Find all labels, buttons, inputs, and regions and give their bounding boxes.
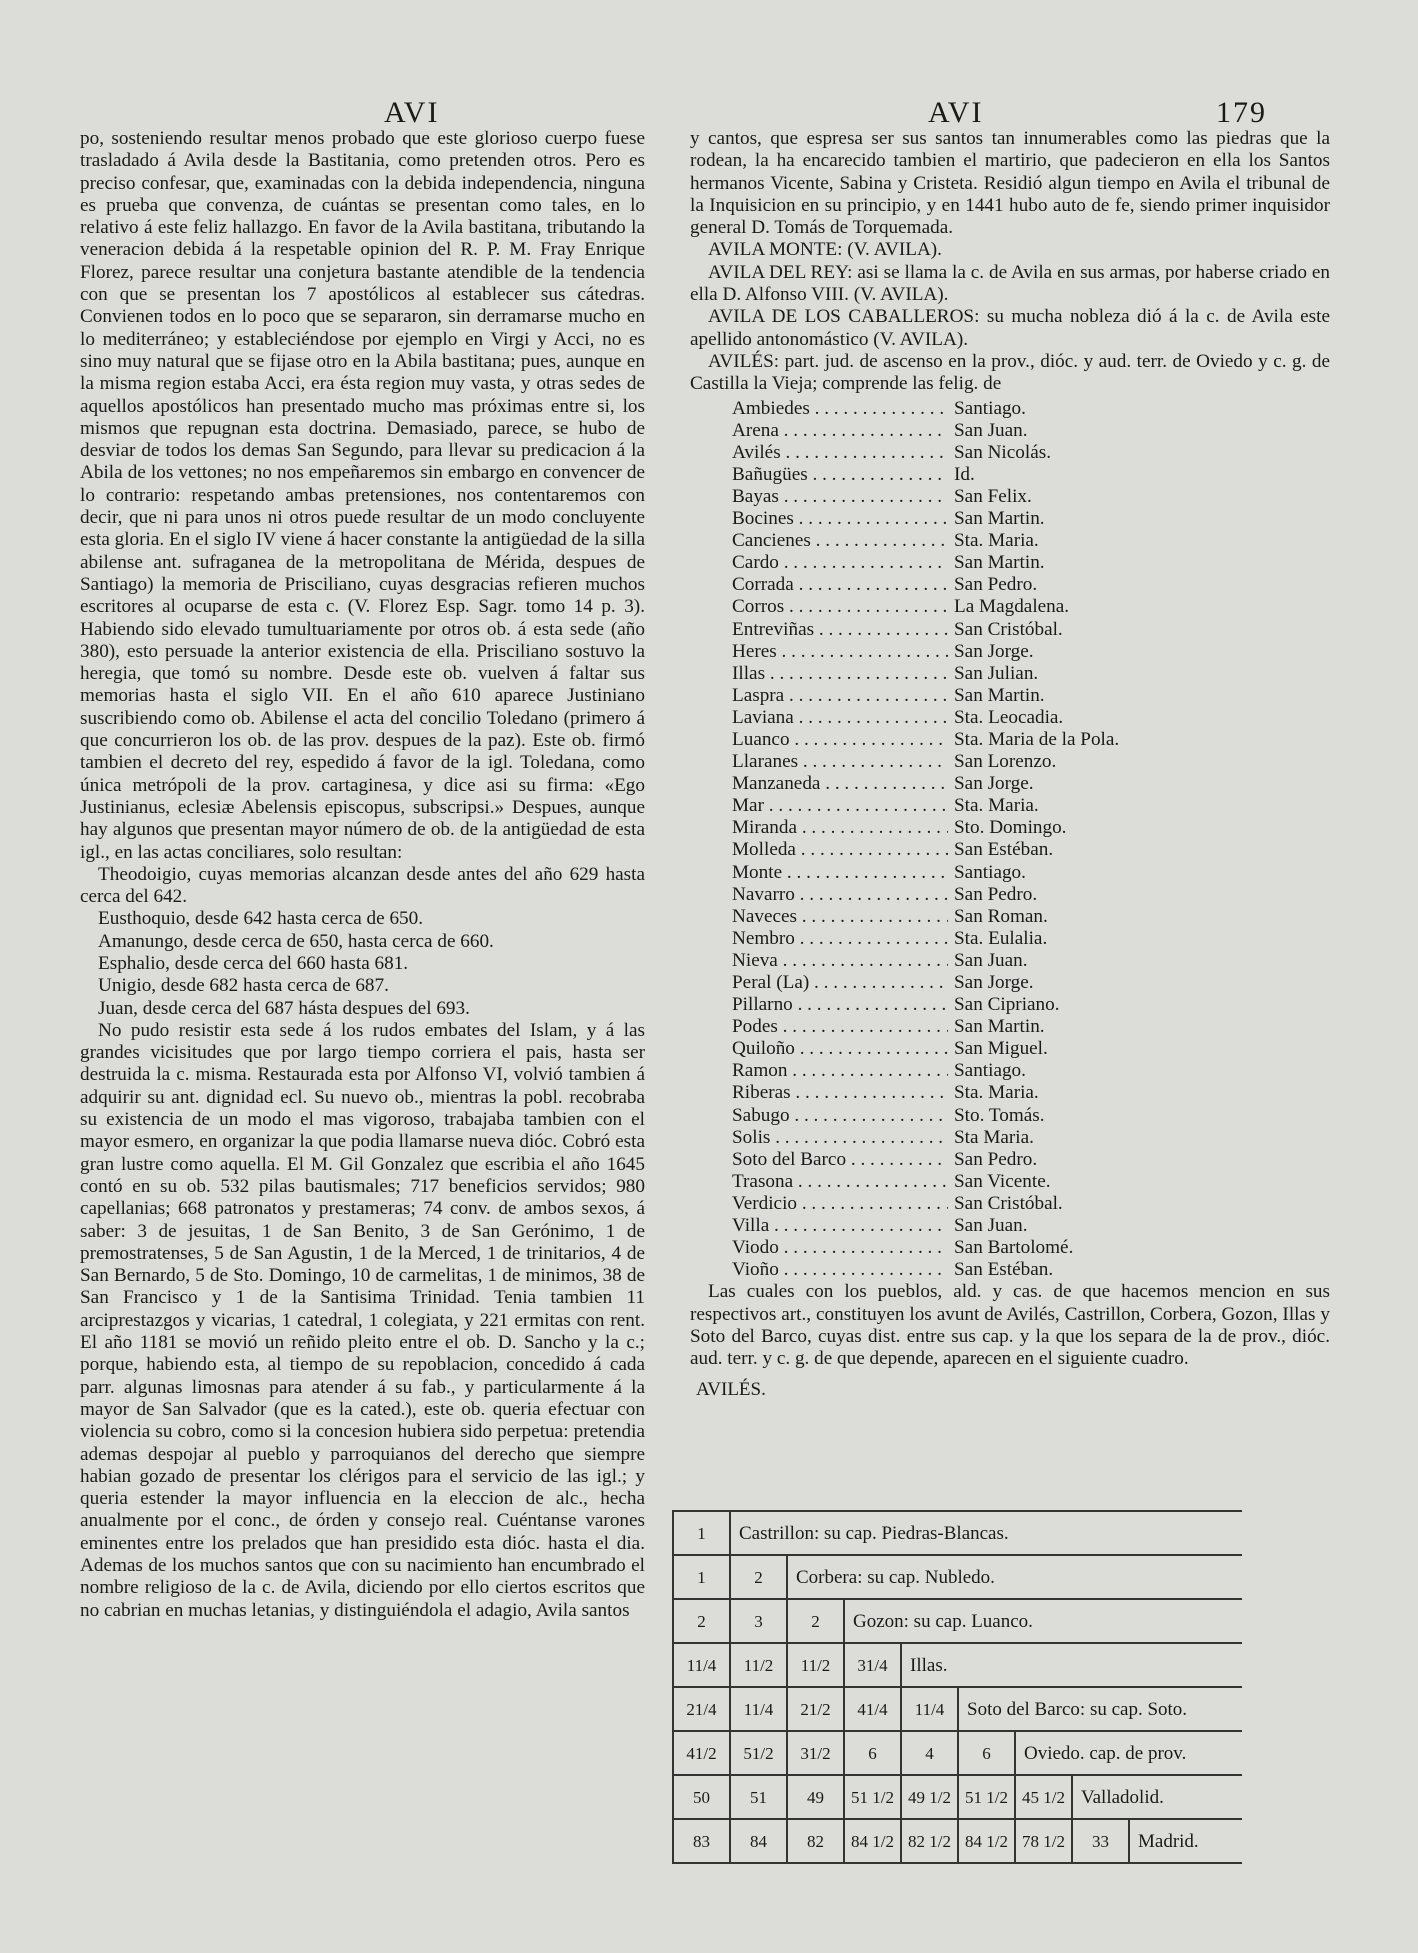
village-name: Ramon . . . [690,1060,948,1082]
village-parish: Sta. Eulalia. [954,927,1048,949]
table-bottom-rule [672,1862,1242,1864]
village-row [690,1105,1330,1127]
distance-cell: 6 [843,1730,900,1774]
distance-cell: 51/2 [729,1730,786,1774]
right-column [690,128,1330,1401]
village-row [690,1149,1330,1171]
village-row [690,773,1330,795]
village-parish: Sta. Maria. [954,530,1039,552]
village-name: Laspra . . . [690,685,948,707]
distance-cell: 3 [729,1598,786,1642]
village-parish: Sto. Domingo. [954,817,1067,839]
village-row [690,486,1330,508]
village-row [690,619,1330,641]
distance-cell: 11/2 [786,1642,843,1686]
village-name: Navarro . . . [690,884,948,906]
village-list [690,398,1330,1282]
right-paragraph-1: y cantos, que espresa ser sus santos tan innumerables como las piedras que la rodean, la ha encarecido tambien el martirio, que padecieron en ella los Santos hermanos Vicente, Sabina y Cristeta. Residió algun tiempo en Avila el tribunal de la Inquisicion en su principio, y en 1441 hubo auto de fe, siendo primer inquisidor general D. Tomás de Torquemada. [690,128,1330,239]
entry-aviles: AVILÉS: part. jud. de ascenso en la prov., dióc. y aud. terr. de Oviedo y c. g. de Castilla la Vieja; comprende las felig. de [690,350,1330,395]
village-row [690,1215,1330,1237]
village-parish: San Juan. [954,419,1028,441]
village-row [690,839,1330,861]
distance-cell: 51 1/2 [843,1774,900,1818]
village-row [690,972,1330,994]
village-name: Cancienes . . . [690,530,948,552]
distance-cell: 2 [729,1554,786,1598]
village-parish: San Juan. [954,949,1028,971]
village-name: Bayas . . . [690,486,948,508]
village-parish: San Vicente. [954,1170,1051,1192]
village-name: Monte . . . [690,862,948,884]
entry-avila-monte: AVILA MONTE: (V. AVILA). [708,239,942,261]
distance-cell: 11/4 [729,1686,786,1730]
left-paragraph-2: No pudo resistir esta sede á los rudos embates del Islam, y á las grandes vicisitudes que por largo tiempo corriera el pais, hasta ser destruida la c. misma. Restaurada esta por Alfonso VI, volvió tambien á adquirir su ant. dignidad ecl. Su nuevo ob., mientras la pobl. recobraba su existencia de un modo el mas vigoroso, trabajaba tambien con el mayor esmero, en organizar la que podia llamarse nueva dióc. Cobró esta gran lustre como aquella. El M. Gil Gonzalez que escribia el año 1645 contó en su ob. 532 pilas bautismales; 717 beneficios servidos; 980 capellanias; 668 patronatos y prestameras; 74 conv. de ambos sexos, á saber: 3 de jesuitas, 1 de San Benito, 3 de San Gerónimo, 1 de premostratenses, 5 de San Agustin, 1 de la Merced, 1 de trinitarios, 4 de San Bernardo, 5 de Sto. Domingo, 10 de carmelitas, 1 de minimos, 38 de San Francisco y 1 de la Santisima Trinidad. Tenia tambien 11 arciprestazgos y vicarias, 1 catedral, 1 colegiata, y 221 ermitas con rent. El año 1181 se movió un reñido pleito entre el ob. D. Sancho y la c.; porque, habiendo esta, al tiempo de su repoblacion, concedido á cada parr. algunas limosnas para atender á su fab., y particularmente á la mayor de San Salvador (que es la cated.), este ob. queria efectuar con violencia su cobro, como si la concesion hubiera sido perpetua: pretendia ademas despojar al pueblo y parroquianos del derecho que siempre habian gozado de presentar los clérigos para el servicio de las igl.; y queria estender la mayor influencia en la eleccion de alc., hecha anualmente por el conc., de órden y consejo real. Cuéntanse varones eminentes entre los prelados que han presidido esta dióc. hasta el dia. Ademas de los muchos santos que con su nacimiento han encumbrado el nombre religioso de la c. de Avila, diciendo por ello ciertos escritos que no cabrian en muchas letanias, y distinguiéndola el adagio, Avila santos [80,1019,645,1621]
village-row [690,729,1330,751]
village-name: Viodo . . . [690,1237,948,1259]
village-parish: Id. [954,463,975,485]
village-name: Bocines . . . [690,508,948,530]
village-row [690,817,1330,839]
bishop-entry: Theodoigio, cuyas memorias alcanzan desde antes del año 629 hasta cerca del 642. [80,863,645,908]
village-name: Podes . . . [690,1016,948,1038]
village-name: Peral (La) . . . [690,972,948,994]
distance-cell: 51 1/2 [957,1774,1014,1818]
distance-cell: 11/4 [672,1642,729,1686]
village-row [690,420,1330,442]
distance-cell: 49 1/2 [900,1774,957,1818]
village-parish: Sta Maria. [954,1126,1034,1148]
distance-cell: 2 [786,1598,843,1642]
distance-cell: 11/4 [900,1686,957,1730]
village-row [690,508,1330,530]
village-name: Bañugües . . . [690,464,948,486]
village-row [690,1259,1330,1281]
left-column [80,128,645,1622]
village-name: Mar . . . [690,795,948,817]
village-parish: Santiago. [954,397,1026,419]
distance-cell: 21/4 [672,1686,729,1730]
village-parish: San Martin. [954,508,1045,530]
village-row [690,862,1330,884]
village-parish: San Estéban. [954,1259,1054,1281]
village-name: Solis . . . [690,1127,948,1149]
distance-cell: 84 [729,1818,786,1862]
village-name: Sabugo . . . [690,1105,948,1127]
village-name: Corrada . . . [690,574,948,596]
village-parish: San Pedro. [954,1148,1038,1170]
village-row [690,574,1330,596]
distance-cell: 82 1/2 [900,1818,957,1862]
distance-table-title: AVILÉS. [696,1378,766,1400]
village-name: Corros . . . [690,596,948,618]
entry-avila-de-los-caballeros: AVILA DE LOS CABALLEROS: su mucha nobleza dió á la c. de Avila este apellido antonomástico (V. AVILA). [690,306,1330,350]
village-row [690,994,1330,1016]
distance-row-label: Oviedo. cap. de prov. [1014,1730,1242,1774]
distance-cell: 33 [1071,1818,1128,1862]
village-row [690,1082,1330,1104]
village-parish: San Cristóbal. [954,618,1063,640]
village-name: Naveces . . . [690,906,948,928]
village-row [690,1060,1330,1082]
entry-avila-del-rey: AVILA DEL REY: asi se llama la c. de Avila en sus armas, por haberse criado en ella D. Alfonso VIII. (V. AVILA). [690,261,1330,306]
village-row [690,530,1330,552]
village-parish: San Estéban. [954,839,1054,861]
village-name: Avilés . . . [690,442,948,464]
bishop-entry: Juan, desde cerca del 687 hásta despues del 693. [98,997,470,1019]
village-row [690,685,1330,707]
village-name: Miranda . . . [690,817,948,839]
distance-cell: 21/2 [786,1686,843,1730]
village-parish: Sto. Tomás. [954,1104,1045,1126]
village-name: Entreviñas . . . [690,619,948,641]
page-number: 179 [1216,96,1267,129]
bishop-entry: Eusthoquio, desde 642 hasta cerca de 650. [98,908,424,930]
village-parish: Santiago. [954,861,1026,883]
village-parish: San Julian. [954,662,1039,684]
distance-row-label: Castrillon: su cap. Piedras-Blancas. [729,1510,1242,1554]
village-parish: San Martin. [954,1016,1045,1038]
left-paragraph-1: po, sosteniendo resultar menos probado que este glorioso cuerpo fuese trasladado á Avila desde la Bastitania, como pretenden otros. Pero es preciso confesar, que, examinadas con la debida independencia, ninguna es prueba que convenza, de cuántas se presentan como tales, en lo relativo á este feliz hallazgo. En favor de la Avila bastitana, tributando la veneracion debida á la respetable opinion del R. P. M. Fray Enrique Florez, parece resultar una conjetura bastante atendible de la tendencia con que se presentan los 7 apostólicos al establecer sus cátedras. Convienen todos en lo poco que se separaron, sin derramarse mucho en lo mediterráneo; y estableciéndose por ejemplo en Virgi y Acci, no es sino muy natural que se fijase otro en la Abila bastitana; pues, aunque en la misma region estaba Acci, era ésta region muy vasta, y otras sedes de aquellos apostólicos han presentado mucho mas próximas entre si, los mismos que repugnan esta doctrina. Demasiado, parece, se hubo de desviar de todos los demas San Segundo, para llevar su predicacion á la Abila de los vettones; no nos empeñaremos sin embargo en convencer de lo contrario: respetando ambas pretensiones, nos contentaremos con decir, que ni para unos ni otros puede resultar de un modo concluyente esta gloria. En el siglo IV viene á hacer constante la antigüedad de la silla abilense ant. sufraganea de la metropolitana de Mérida, despues de Santiago) la memoria de Prisciliano, cuyas desgracias refieren muchos escritores al ocuparse de esta c. (V. Florez Esp. Sagr. tomo 14 p. 3). Habiendo sido elevado tumultuariamente por otros ob. á esta sede (año 380), esto persuade la anterior existencia de ella. Prisciliano sostuvo la heregia, que tomó su nombre. Desde este ob. vuelven á faltar sus memorias hasta el siglo VII. En el año 610 aparece Justiniano suscribiendo como ob. Abilense el acta del concilio Toledano (primero á que concurrieron los ob. de las prov. despues de la paz). Este ob. firmó tambien el decreto del rey, espedido á favor de la igl. Toledana, como única metrópoli de la prov. cartaginesa, y dice asi su firma: «Ego Justinianus, eclesiæ Abelensis episcopus, subscripsi.» Despues, aunque hay algunos que presentan mayor número de ob. de la antigüedad de esta igl., en las actas conciliares, solo resultan: [80,128,645,863]
distance-cell: 78 1/2 [1014,1818,1071,1862]
bishop-entry: Unigio, desde 682 hasta cerca de 687. [98,975,389,997]
village-row [690,641,1330,663]
distance-cell: 11/2 [729,1642,786,1686]
village-row [690,1127,1330,1149]
distance-cell: 31/4 [843,1642,900,1686]
village-name: Verdicio . . . [690,1193,948,1215]
village-name: Pillarno . . . [690,994,948,1016]
village-parish: San Felix. [954,485,1032,507]
village-row [690,1171,1330,1193]
village-parish: La Magdalena. [954,596,1070,618]
bishop-entry: Amanungo, desde cerca de 650, hasta cerca de 660. [98,930,494,952]
village-row [690,950,1330,972]
distance-cell: 4 [900,1730,957,1774]
village-parish: San Miguel. [954,1038,1048,1060]
distance-row-label: Corbera: su cap. Nubledo. [786,1554,1242,1598]
village-parish: San Pedro. [954,574,1038,596]
village-parish: Sta. Maria de la Pola. [954,728,1120,750]
village-row [690,795,1330,817]
village-parish: San Pedro. [954,883,1038,905]
village-row [690,928,1330,950]
distance-cell: 82 [786,1818,843,1862]
village-name: Manzaneda . . . [690,773,948,795]
village-parish: San Cristóbal. [954,1192,1063,1214]
village-parish: San Jorge. [954,972,1034,993]
village-parish: San Roman. [954,905,1048,927]
village-name: Arena . . . [690,420,948,442]
village-parish: Sta. Maria. [954,1082,1039,1104]
distance-row-label: Illas. [900,1642,1242,1686]
village-name: Quiloño . . . [690,1038,948,1060]
distance-cell: 49 [786,1774,843,1818]
village-row [690,1016,1330,1038]
distance-cell: 2 [672,1598,729,1642]
village-row [690,1193,1330,1215]
distance-cell: 1 [672,1510,729,1554]
village-parish: San Juan. [954,1215,1028,1237]
village-name: Laviana . . . [690,707,948,729]
distance-cell: 41/2 [672,1730,729,1774]
village-name: Luanco . . . [690,729,948,751]
village-name: Nembro . . . [690,928,948,950]
right-paragraph-2: Las cuales con los pueblos, ald. y cas. de que hacemos mencion en sus respectivos art., constituyen los avunt de Avilés, Castrillon, Corbera, Gozon, Illas y Soto del Barco, cuyas dist. entre sus cap. y la que los separa de la de prov., dióc. aud. terr. y c. g. de que depende, aparecen en el siguiente cuadro. [690,1281,1330,1370]
village-row [690,398,1330,420]
village-parish: San Jorge. [954,773,1034,795]
village-parish: Sta. Leocadia. [954,706,1064,728]
village-name: Vioño . . . [690,1259,948,1281]
village-parish: San Cipriano. [954,994,1060,1016]
village-name: Cardo . . . [690,552,948,574]
village-name: Riberas . . . [690,1082,948,1104]
running-head-right: AVI [928,96,984,129]
distance-cell: 31/2 [786,1730,843,1774]
distance-cell: 6 [957,1730,1014,1774]
distance-cell: 50 [672,1774,729,1818]
running-head-left: AVI [384,96,440,129]
distance-cell: 84 1/2 [843,1818,900,1862]
distance-cell: 45 1/2 [1014,1774,1071,1818]
village-parish: San Lorenzo. [954,751,1057,773]
village-parish: Santiago. [954,1060,1026,1082]
village-row [690,663,1330,685]
distance-cell: 41/4 [843,1686,900,1730]
village-row [690,884,1330,906]
distance-row-label: Madrid. [1128,1818,1242,1862]
village-name: Trasona . . . [690,1171,948,1193]
village-name: Illas . . . [690,663,948,685]
village-parish: San Nicolás. [954,441,1051,463]
village-name: Molleda . . . [690,839,948,861]
village-parish: San Martin. [954,684,1045,706]
distance-row-label: Gozon: su cap. Luanco. [843,1598,1242,1642]
village-row [690,552,1330,574]
village-name: Heres . . . [690,641,948,663]
distance-cell: 84 1/2 [957,1818,1014,1862]
distance-row-label: Valladolid. [1071,1774,1242,1818]
village-row [690,1237,1330,1259]
village-name: Llaranes . . . [690,751,948,773]
village-name: Villa . . . [690,1215,948,1237]
village-row [690,751,1330,773]
distance-row-label: Soto del Barco: su cap. Soto. [957,1686,1242,1730]
distance-cell: 51 [729,1774,786,1818]
village-name: Ambiedes . . . [690,398,948,420]
village-row [690,1038,1330,1060]
village-name: Nieva . . . [690,950,948,972]
bishop-entry: Esphalio, desde cerca del 660 hasta 681. [98,952,409,974]
distance-cell: 83 [672,1818,729,1862]
village-row [690,596,1330,618]
village-parish: San Bartolomé. [954,1237,1074,1259]
village-parish: San Jorge. [954,640,1034,662]
village-row [690,707,1330,729]
village-row [690,464,1330,486]
village-row [690,906,1330,928]
distance-cell: 1 [672,1554,729,1598]
village-row [690,442,1330,464]
village-name: Soto del Barco . . . [690,1149,948,1171]
village-parish: San Martin. [954,552,1045,574]
village-parish: Sta. Maria. [954,795,1039,817]
